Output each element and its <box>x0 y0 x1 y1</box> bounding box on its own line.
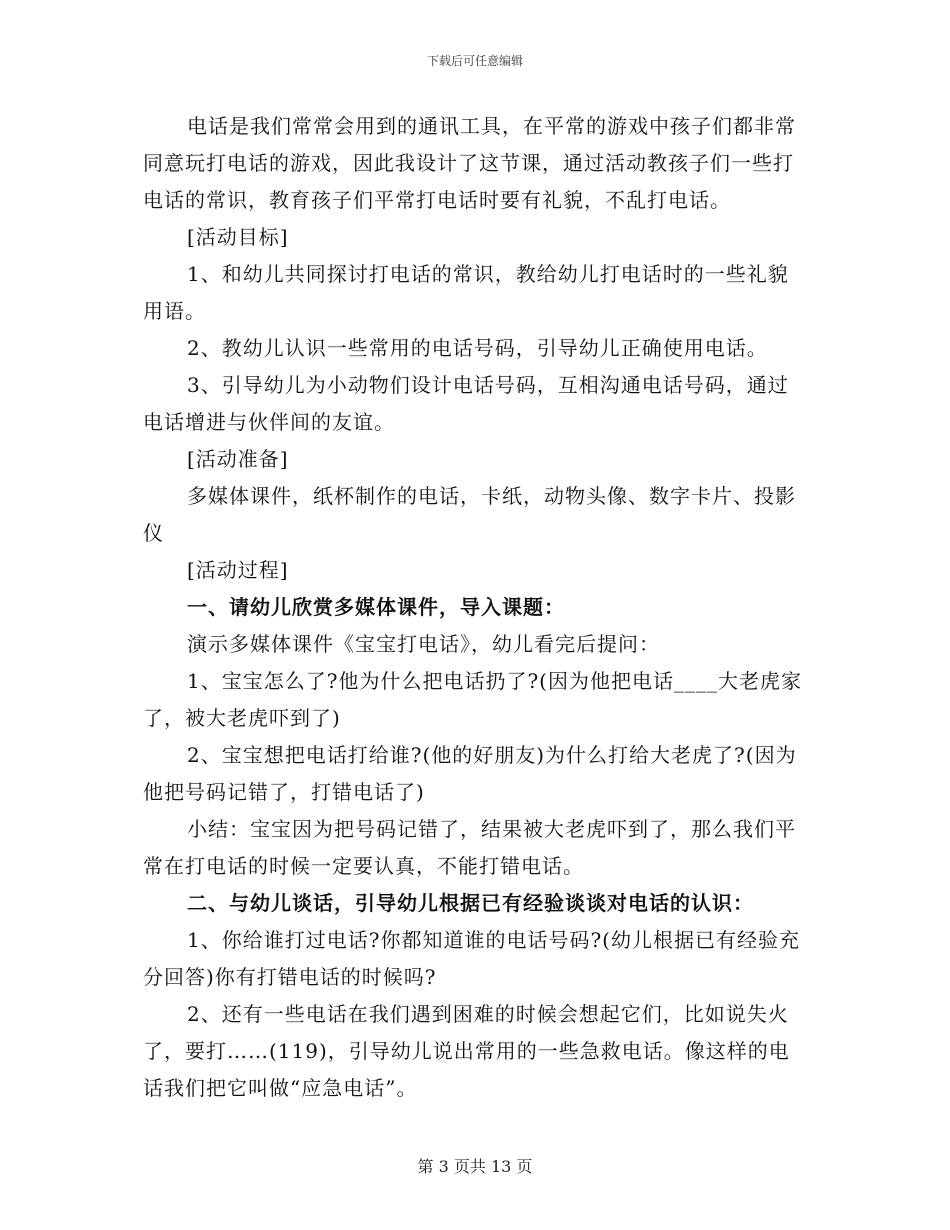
goal-item-3: 3、引导幼儿为小动物们设计电话号码，互相沟通电话号码，通过电话增进与伙伴间的友谊。 <box>143 373 789 434</box>
goal-item-2: 2、教幼儿认识一些常用的电话号码，引导幼儿正确使用电话。 <box>187 336 768 360</box>
section-heading-goals: [活动目标] <box>187 225 289 249</box>
section-heading-process: [活动过程] <box>187 558 289 582</box>
step-1-intro: 演示多媒体课件《宝宝打电话》，幼儿看完后提问： <box>187 632 660 656</box>
document-body <box>143 108 808 1107</box>
step-2-question-2: 2、还有一些电话在我们遇到困难的时候会想起它们，比如说失火了，要打……(119)，引导幼儿说出常用的一些急救电话。像这样的电话我们把它叫做“应急电话”。 <box>143 1002 790 1100</box>
step-2-question-1: 1、你给谁打过电话?你都知道谁的电话号码?(幼儿根据已有经验充分回答)你有打错电话的时候吗? <box>143 928 800 989</box>
goal-item-1: 1、和幼儿共同探讨打电话的常识，教给幼儿打电话时的一些礼貌用语。 <box>143 262 789 323</box>
step-1-question-2: 2、宝宝想把电话打给谁?(他的好朋友)为什么打给大老虎了?(因为他把号码记错了，打错电话了) <box>143 743 797 804</box>
page-header: 下载后可任意编辑 <box>426 54 523 68</box>
paragraph-intro: 电话是我们常常会用到的通讯工具，在平常的游戏中孩子们都非常同意玩打电话的游戏，因此我设计了这节课，通过活动教孩子们一些打电话的常识，教育孩子们平常打电话时要有礼貌，不乱打电话。 <box>143 114 796 212</box>
page-footer: 第 3 页共 13 页 <box>417 1157 533 1176</box>
step-1-summary: 小结：宝宝因为把号码记错了，结果被大老虎吓到了，那么我们平常在打电话的时候一定要认真，不能打错电话。 <box>143 817 796 878</box>
preparation-text: 多媒体课件，纸杯制作的电话，卡纸，动物头像、数字卡片、投影仪 <box>143 484 796 545</box>
step-heading-1: 一、请幼儿欣赏多媒体课件，导入课题： <box>187 595 565 619</box>
section-heading-preparation: [活动准备] <box>187 447 289 471</box>
step-1-question-1: 1、宝宝怎么了?他为什么把电话扔了?(因为他把电话____大老虎家了，被大老虎吓到了) <box>143 669 802 730</box>
step-heading-2: 二、与幼儿谈话，引导幼儿根据已有经验谈谈对电话的认识： <box>187 891 754 915</box>
